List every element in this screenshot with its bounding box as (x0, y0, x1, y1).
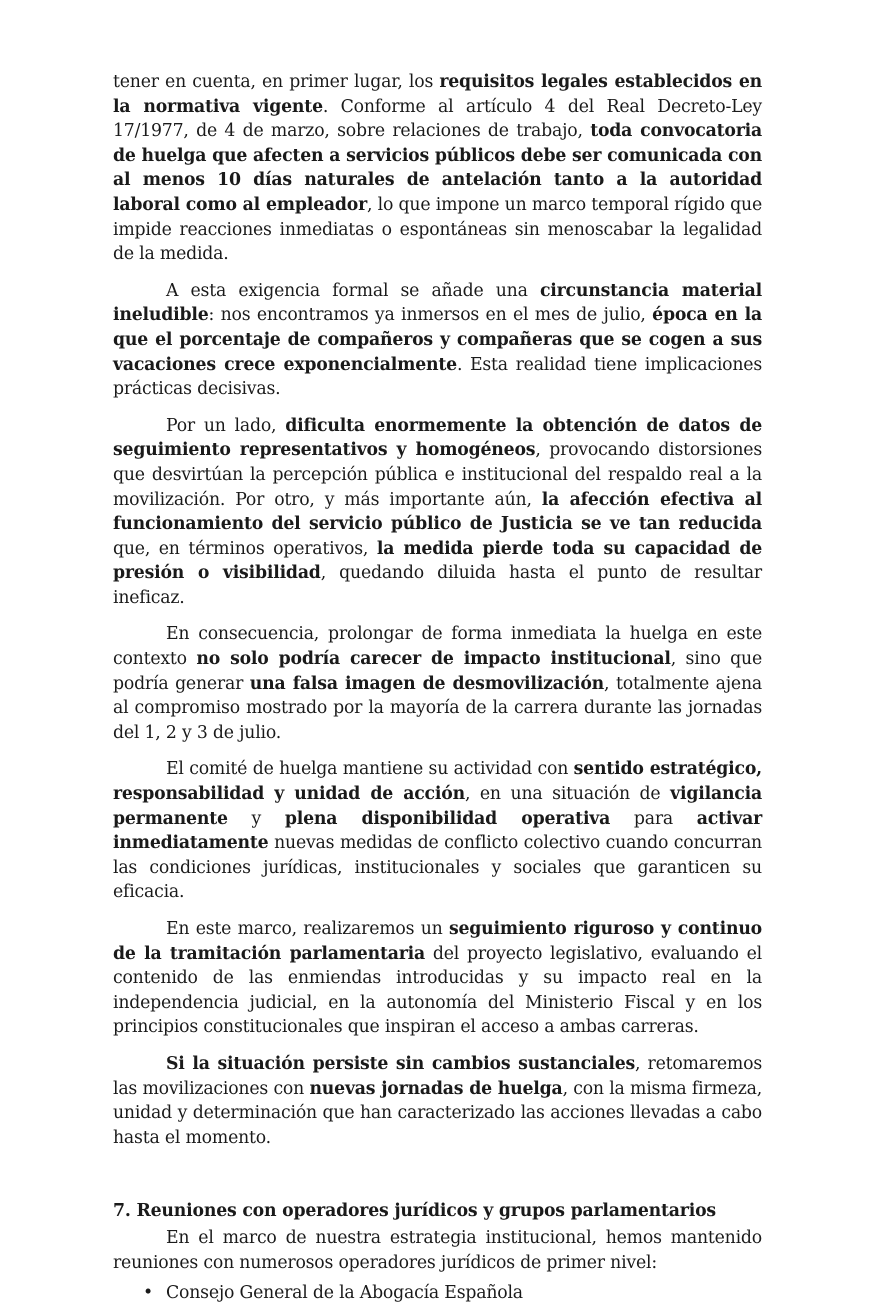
text-run: . Esta realidad tiene implicaciones prácticas decisivas. (113, 354, 762, 400)
bold-text: activar inmediatamente (113, 808, 763, 854)
list-item (113, 1281, 762, 1306)
text-run: , con la misma firmeza, unidad y determinación que han caracterizado las acciones llevadas a cabo hasta el momento. (113, 1078, 762, 1148)
paragraph (113, 757, 762, 905)
text-run: , provocando distorsiones que desvirtúan la percepción pública e institucional del respaldo real a la movilización. Por otro, y más importante aún, (113, 440, 763, 510)
text-run: para (610, 808, 697, 829)
bold-text: circunstancia material ineludible (113, 280, 762, 326)
bold-text: Si la situación persiste sin cambios sustanciales (166, 1053, 636, 1074)
bold-text: época en la que el porcentaje de compañeros y compañeras que se cogen a sus vacaciones crece exponencialmente (113, 305, 762, 375)
text-run: A esta exigencia formal se añade una (166, 280, 540, 301)
text-run: En este marco, realizaremos un (166, 919, 449, 939)
text-run: , en una situación de (464, 784, 671, 805)
bold-text: plena disponibilidad operativa (284, 808, 611, 829)
text-run: tener en cuenta, en primer lugar, los (113, 72, 440, 92)
section-intro: En el marco de nuestra estrategia institucional, hemos mantenido reuniones con numerosos operadores jurídicos de primer nivel: (113, 1227, 762, 1273)
text-run: y (227, 808, 285, 829)
text-run: nuevas medidas de conflicto colectivo cuando concurran las condiciones jurídicas, institucionales y sociales que garanticen su eficacia. (113, 833, 762, 903)
text-run: : nos encontramos ya inmersos en el mes de julio, (208, 305, 653, 326)
paragraph (113, 70, 762, 267)
bold-text: sentido estratégico, responsabilidad y unidad de acción (113, 759, 762, 805)
paragraph (113, 1052, 762, 1150)
bold-text: nuevas jornadas de huelga (309, 1078, 563, 1099)
paragraph (113, 414, 762, 611)
text-run: , quedando diluida hasta el punto de resultar ineficaz. (113, 563, 762, 608)
bold-text: seguimiento riguroso y continuo de la tramitación parlamentaria (113, 919, 763, 964)
bold-text: vigilancia permanente (113, 784, 762, 829)
text-run: En consecuencia, prolongar de forma inmediata la huelga en este contexto (113, 624, 762, 670)
paragraph (113, 622, 762, 745)
text-run: , sino que podría generar (113, 649, 762, 694)
bullet-icon: • (143, 1283, 153, 1304)
bold-text: no solo podría carecer de impacto institucional (196, 649, 671, 670)
list-item-text: Consejo General de la Abogacía Española (166, 1283, 523, 1304)
text-run: que, en términos operativos, (113, 538, 377, 559)
bold-text: dificulta enormemente la obtención de datos de seguimiento representativos y homogéneos (113, 415, 762, 461)
bold-text: requisitos legales establecidos en la normativa vigente (113, 72, 762, 117)
section-heading: 7. Reuniones con operadores jurídicos y grupos parlamentarios (113, 1201, 716, 1222)
bold-text: toda convocatoria de huelga que afecten a servicios públicos debe ser comunicada con al menos 10 días naturales de antelación tanto a la autoridad laboral como al empleador (113, 121, 762, 215)
text-run: , totalmente ajena al compromiso mostrado por la mayoría de la carrera durante las jornadas del 1, 2 y 3 de julio. (113, 673, 762, 743)
bullet-list (113, 1281, 762, 1306)
paragraph (113, 279, 762, 402)
text-run: El comité de huelga mantiene su actividad con (166, 759, 574, 780)
body-text (113, 70, 762, 1150)
text-run: , retomaremos las movilizaciones con (113, 1053, 762, 1099)
text-run: . Conforme al artículo 4 del Real Decreto-Ley 17/1977, de 4 de marzo, sobre relaciones de trabajo, (113, 96, 762, 142)
bold-text: la afección efectiva al funcionamiento del servicio público de Justicia se ve tan reducida (113, 489, 762, 535)
paragraph (113, 917, 762, 1040)
text-run: Por un lado, (166, 415, 286, 436)
bold-text: una falsa imagen de desmovilización (249, 673, 605, 694)
text-run: , lo que impone un marco temporal rígido que impide reacciones inmediatas o espontáneas sin menoscabar la legalidad de la medida. (113, 194, 762, 265)
text-run: del proyecto legislativo, evaluando el contenido de las enmiendas introducidas y su impacto real en la independencia judicial, en la autonomía del Ministerio Fiscal y en los principios constitucionales que inspiran el acceso a ambas carreras. (113, 943, 762, 1038)
bold-text: la medida pierde toda su capacidad de presión o visibilidad (113, 538, 762, 584)
